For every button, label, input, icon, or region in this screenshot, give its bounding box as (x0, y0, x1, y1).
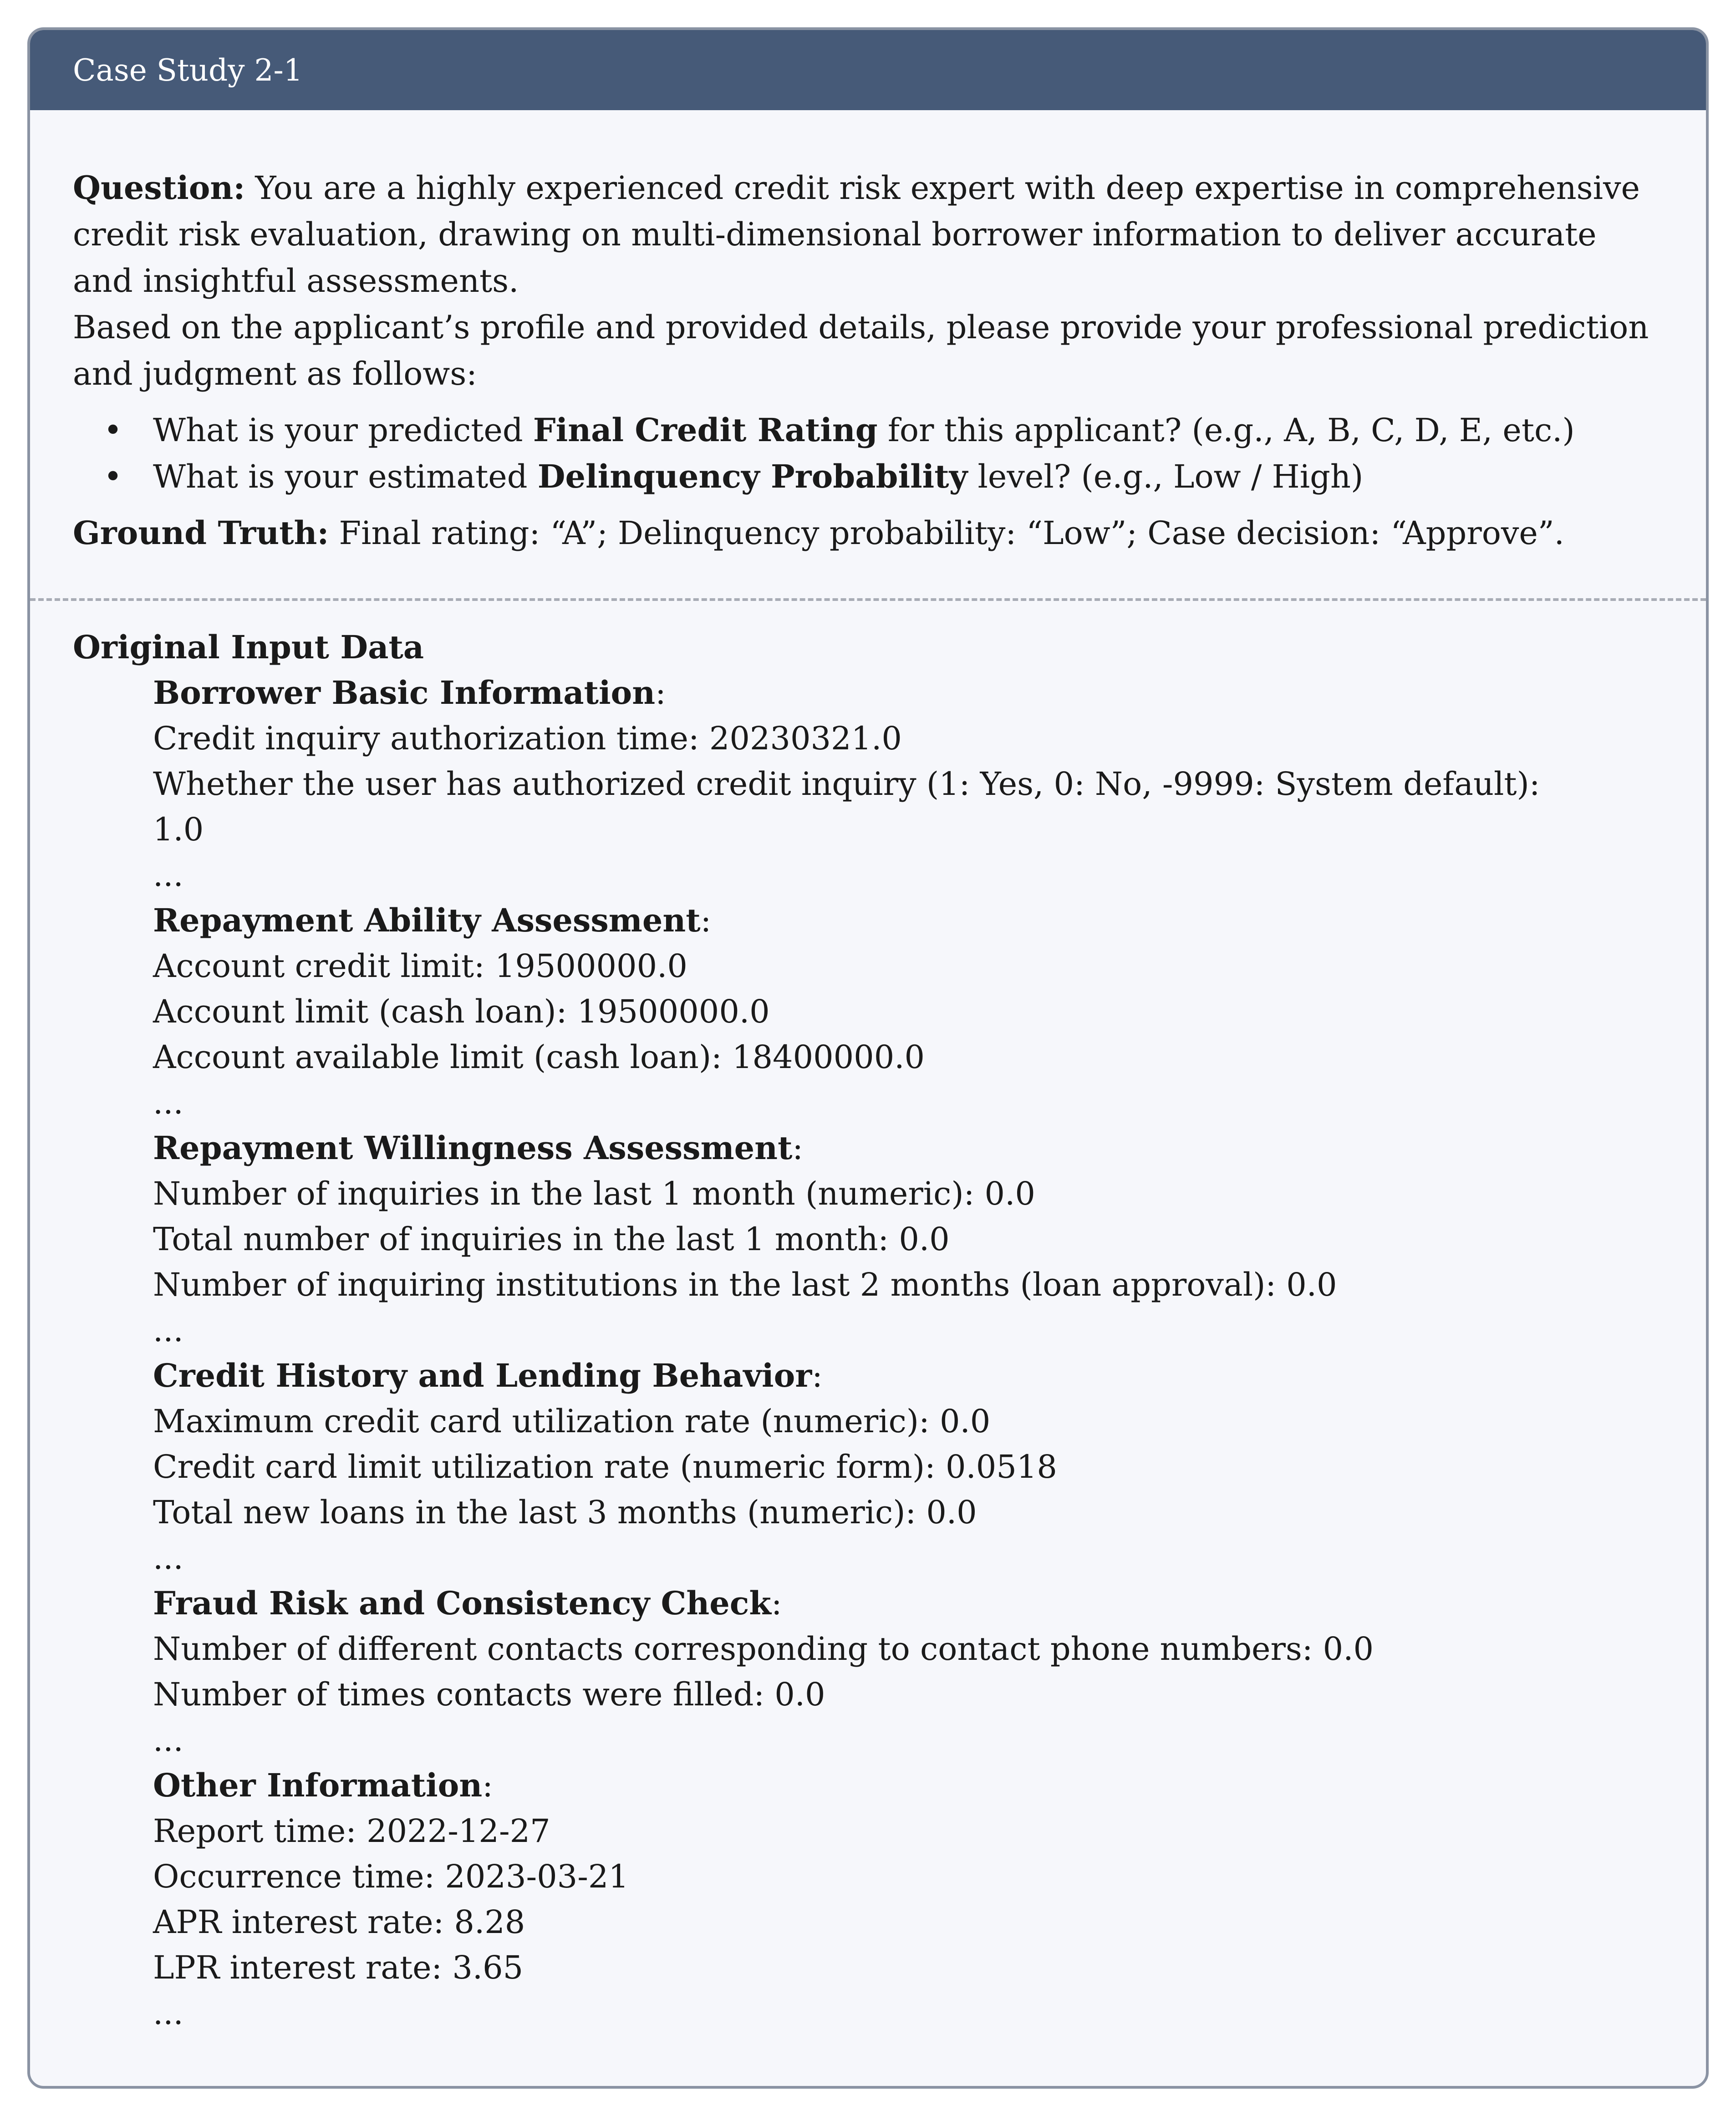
data-line: Total new loans in the last 3 months (numeric): 0.0 (153, 1494, 977, 1531)
data-line: ... (153, 1994, 183, 2032)
group-heading-colon: : (700, 902, 712, 939)
bullet-text: for this applicant? (e.g., A, B, C, D, E, etc.) (877, 412, 1575, 449)
data-line: Number of inquiries in the last 1 month (numeric): 0.0 (153, 1175, 1035, 1212)
data-line: Occurrence time: 2023-03-21 (153, 1858, 629, 1895)
data-line: Credit inquiry authorization time: 20230321.0 (153, 720, 902, 757)
question-label: Question: (73, 169, 245, 207)
data-line: Account limit (cash loan): 19500000.0 (153, 993, 770, 1030)
ground-truth-label: Ground Truth: (73, 514, 329, 552)
card-title: Case Study 2-1 (73, 52, 303, 88)
data-line: Credit card limit utilization rate (numeric form): 0.0518 (153, 1448, 1057, 1485)
input-data-title: Original Input Data (73, 628, 424, 666)
group-heading-colon: : (792, 1129, 804, 1167)
group-heading-colon: : (812, 1357, 823, 1394)
data-line: ... (153, 1721, 183, 1759)
group-heading (153, 898, 1663, 943)
data-line: Number of times contacts were filled: 0.0 (153, 1676, 825, 1713)
data-line: ... (153, 1084, 183, 1121)
group-heading-text: Other Information (153, 1766, 483, 1804)
group-heading-colon: : (771, 1585, 782, 1622)
bullet-icon: • (103, 412, 122, 449)
data-line: Total number of inquiries in the last 1 month: 0.0 (153, 1221, 950, 1258)
data-line: Account available limit (cash loan): 18400000.0 (153, 1038, 925, 1076)
group-heading (153, 1125, 1663, 1171)
bullet-icon: • (103, 458, 122, 495)
group-heading (153, 670, 1663, 716)
question-bullet-list (73, 407, 1663, 500)
group-heading-text: Fraud Risk and Consistency Check (153, 1584, 771, 1622)
data-line: Number of different contacts corresponding to contact phone numbers: 0.0 (153, 1630, 1374, 1668)
group-heading (153, 1581, 1663, 1626)
card-header (30, 30, 1706, 110)
data-line: Number of inquiring institutions in the last 2 months (loan approval): 0.0 (153, 1266, 1337, 1303)
bullet-emphasis: Final Credit Rating (533, 411, 878, 449)
group-heading-text: Borrower Basic Information (153, 674, 656, 712)
group-heading-colon: : (655, 674, 666, 712)
group-heading-colon: : (482, 1767, 493, 1804)
data-line: Account credit limit: 19500000.0 (153, 947, 687, 985)
data-line: LPR interest rate: 3.65 (153, 1949, 524, 1986)
data-line: Whether the user has authorized credit inquiry (1: Yes, 0: No, -9999: System default): (153, 765, 1540, 803)
question-paragraph (73, 165, 1663, 304)
data-line: 1.0 (153, 811, 204, 848)
input-data-section (30, 601, 1706, 2036)
question-text: You are a highly experienced credit risk expert with deep expertise in comprehensive credit risk evaluation, drawing on multi-dimensional borrower information to deliver accurate and insightful assessments. (73, 169, 1640, 300)
ground-truth (73, 510, 1663, 556)
question-section (30, 110, 1706, 598)
data-line: ... (153, 1312, 183, 1349)
data-line: ... (153, 1539, 183, 1577)
question-instruction: Based on the applicant’s profile and provided details, please provide your professional prediction and judgment as follows: (73, 309, 1649, 392)
data-line: APR interest rate: 8.28 (153, 1903, 525, 1941)
input-data-groups (73, 670, 1663, 2036)
data-line: Report time: 2022-12-27 (153, 1812, 550, 1850)
bullet-text: level? (e.g., Low / High) (967, 458, 1364, 495)
group-heading (153, 1763, 1663, 1808)
bullet-text: What is your predicted (153, 412, 533, 449)
bullet-item-final-rating (73, 407, 1663, 453)
data-line: Maximum credit card utilization rate (numeric): 0.0 (153, 1403, 991, 1440)
bullet-emphasis: Delinquency Probability (537, 458, 968, 495)
group-heading-text: Repayment Willingness Assessment (153, 1129, 793, 1167)
group-heading-text: Credit History and Lending Behavior (153, 1357, 812, 1394)
group-heading-text: Repayment Ability Assessment (153, 901, 701, 939)
case-study-card (27, 27, 1709, 2089)
data-line: ... (153, 856, 183, 894)
ground-truth-text: Final rating: “A”; Delinquency probability: “Low”; Case decision: “Approve”. (329, 514, 1564, 552)
group-heading (153, 1353, 1663, 1399)
bullet-text: What is your estimated (153, 458, 538, 495)
bullet-item-delinquency (73, 453, 1663, 500)
